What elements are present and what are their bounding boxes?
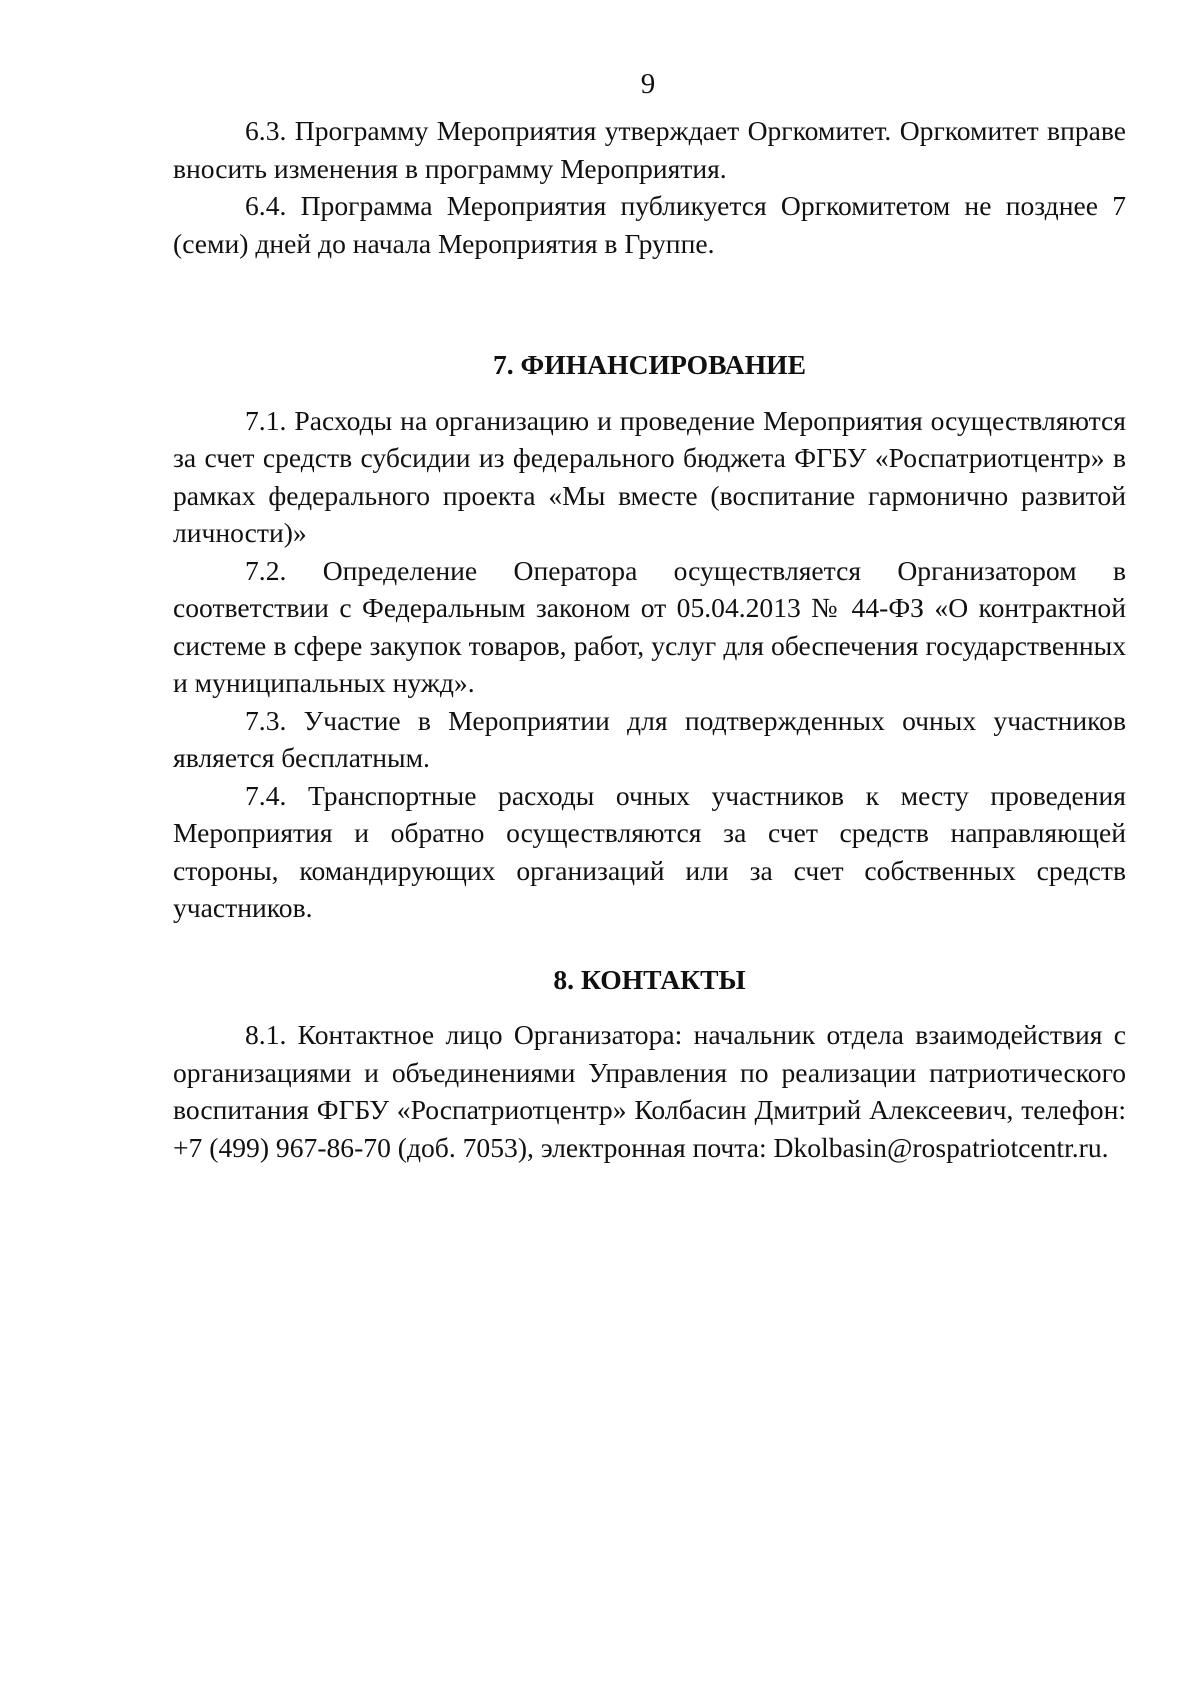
paragraph-6-3: 6.3. Программу Мероприятия утверждает Оргкомитет. Оргкомитет вправе вносить изменения в программу Мероприятия. bbox=[173, 115, 1126, 184]
paragraph-7-3: 7.3. Участие в Мероприятии для подтвержденных очных участников является бесплатным. bbox=[173, 704, 1126, 773]
page-number: 9 bbox=[640, 68, 656, 100]
paragraph-8-1: 8.1. Контактное лицо Организатора: начальник отдела взаимодействия с организациями и объединениями Управления по реализации патриотического воспитания ФГБУ «Роспатриотцентр» Колбасин Дмитрий Алексеевич, телефон: +7 (499) 967-86-70 (доб. 7053), электронная почта: Dkolbasin@rospatriotcentr.ru. bbox=[173, 1019, 1126, 1163]
paragraph-7-2: 7.2. Определение Оператора осуществляется Организатором в соответствии с Федеральным законом от 05.04.2013 № 44-ФЗ «О контрактной системе в сфере закупок товаров, работ, услуг для обеспечения государственных и муниципальных нужд». bbox=[173, 554, 1126, 698]
paragraph-7-4: 7.4. Транспортные расходы очных участников к месту проведения Мероприятия и обратно осуществляются за счет средств направляющей стороны, командирующих организаций или за счет собственных средств участников. bbox=[173, 779, 1126, 923]
paragraph-7-1: 7.1. Расходы на организацию и проведение Мероприятия осуществляются за счет средств субсидии из федерального бюджета ФГБУ «Роспатриотцентр» в рамках федерального проекта «Мы вместе (воспитание гармонично развитой личности)» bbox=[173, 404, 1126, 548]
paragraph-6-4: 6.4. Программа Мероприятия публикуется Оргкомитетом не позднее 7 (семи) дней до начала Мероприятия в Группе. bbox=[173, 190, 1126, 259]
document-body bbox=[173, 112, 1126, 1166]
section-8-heading: 8. КОНТАКТЫ bbox=[553, 963, 746, 995]
section-7-heading: 7. ФИНАНСИРОВАНИЕ bbox=[492, 349, 807, 380]
